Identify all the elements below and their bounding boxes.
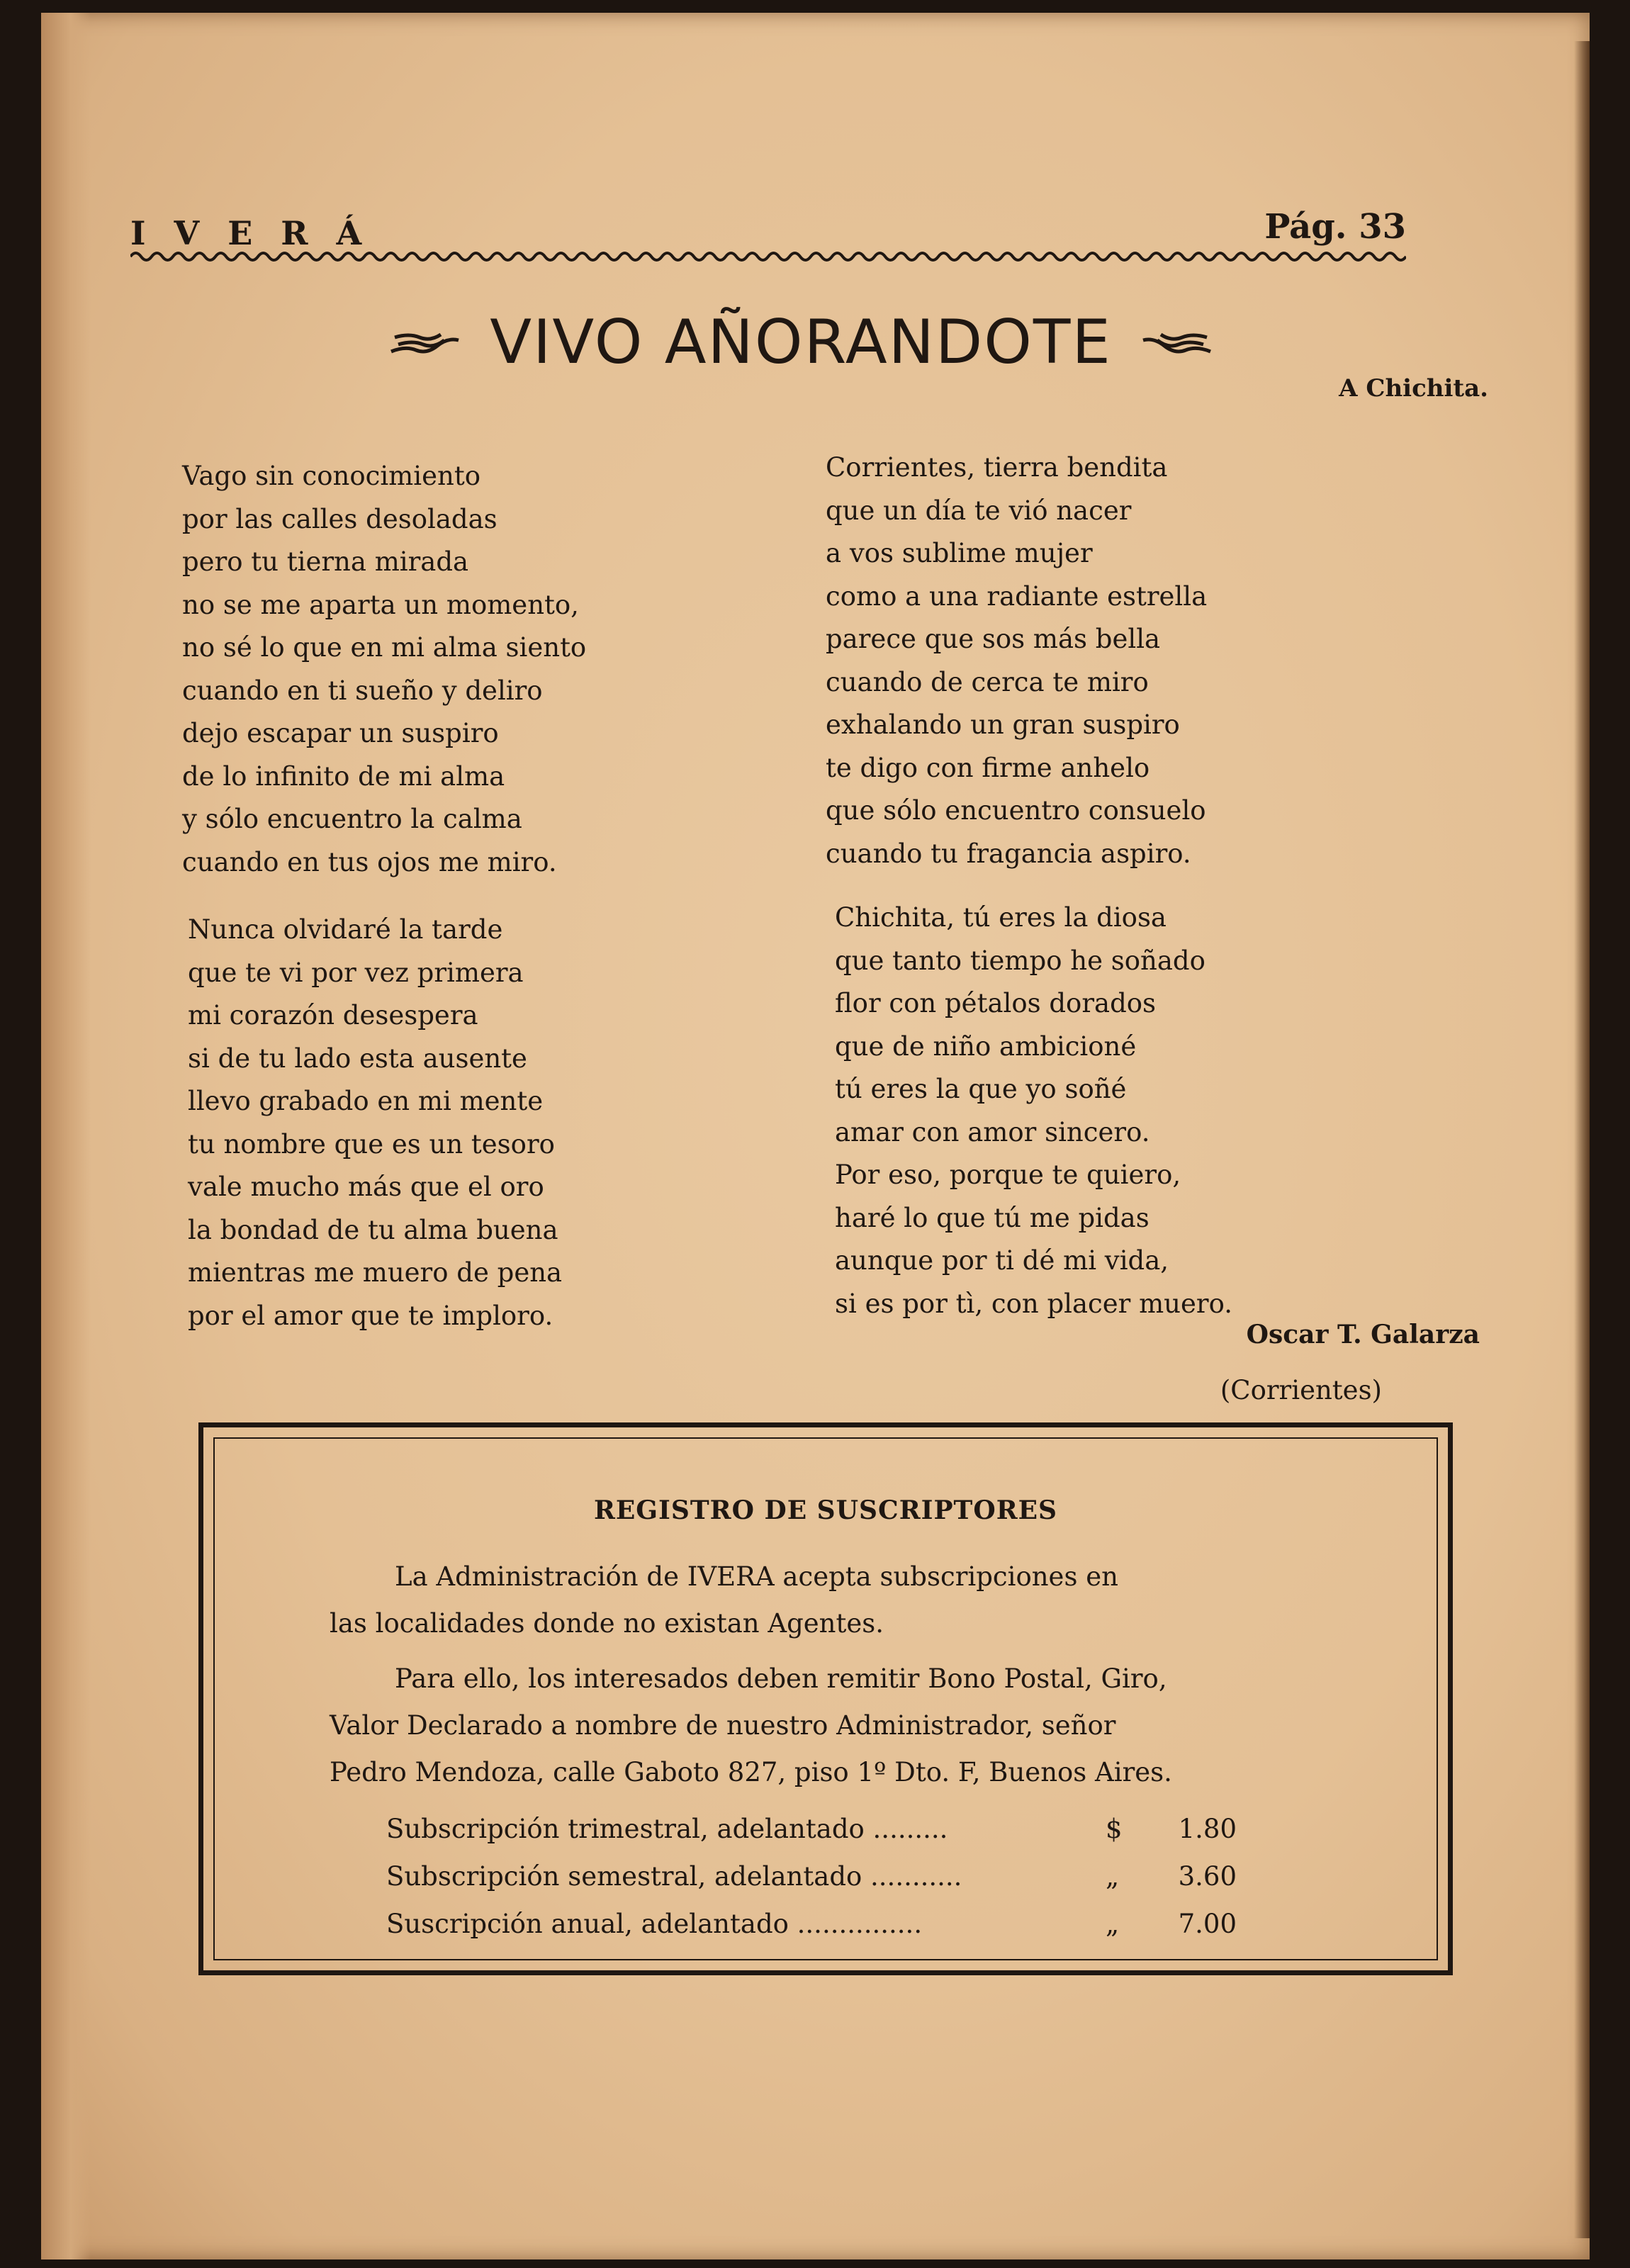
verse-line: tu nombre que es un tesoro bbox=[188, 1128, 555, 1160]
verse-line: Nunca olvidaré la tarde bbox=[188, 914, 503, 945]
verse-line: Por eso, porque te quiero, bbox=[835, 1160, 1181, 1190]
poem-title-row bbox=[312, 303, 1290, 381]
wavy-rule bbox=[130, 249, 1406, 264]
price-value: 3.60 bbox=[1178, 1861, 1237, 1892]
price-value: 1.80 bbox=[1178, 1814, 1237, 1844]
verse-line: y sólo encuentro la calma bbox=[182, 804, 522, 834]
price-label: Subscripción semestral, adelantado ........... bbox=[386, 1861, 962, 1892]
verse-line: si es por tì, con placer muero. bbox=[835, 1288, 1232, 1319]
verse-line: cuando de cerca te miro bbox=[826, 666, 1149, 697]
poem-origin: (Corrientes) bbox=[1220, 1375, 1382, 1405]
subscription-box-title: REGISTRO DE SUSCRIPTORES bbox=[593, 1495, 1058, 1525]
verse-line: parece que sos más bella bbox=[826, 624, 1161, 654]
subscription-paragraph-2-line-2: Valor Declarado a nombre de nuestro Administrador, señor bbox=[330, 1710, 1116, 1741]
verse-line: cuando tu fragancia aspiro. bbox=[826, 838, 1191, 869]
verse-line: no sé lo que en mi alma siento bbox=[182, 632, 587, 663]
verse-line: si de tu lado esta ausente bbox=[188, 1043, 527, 1074]
page-edge-shadow bbox=[1574, 41, 1590, 2238]
verse-line: que tanto tiempo he soñado bbox=[835, 945, 1205, 976]
ditto-mark: „ bbox=[1106, 1909, 1120, 1939]
verse-line: que un día te vió nacer bbox=[826, 495, 1132, 526]
verse-line: por las calles desoladas bbox=[182, 503, 498, 534]
verse-line: Chichita, tú eres la diosa bbox=[835, 902, 1167, 933]
verse-line: dejo escapar un suspiro bbox=[182, 718, 499, 748]
verse-line: Corrientes, tierra bendita bbox=[826, 452, 1168, 483]
verse-line: aunque por ti dé mi vida, bbox=[835, 1245, 1169, 1276]
poem-author: Oscar T. Galarza bbox=[1246, 1320, 1480, 1349]
verse-line: pero tu tierna mirada bbox=[182, 546, 469, 577]
verse-line: que te vi por vez primera bbox=[188, 957, 524, 988]
verse-line: la bondad de tu alma buena bbox=[188, 1214, 558, 1245]
subscription-paragraph-1-line-1: La Administración de IVERA acepta subscripciones en bbox=[395, 1561, 1118, 1592]
poem-dedication: A Chichita. bbox=[1339, 374, 1488, 403]
verse-line: mientras me muero de pena bbox=[188, 1257, 563, 1288]
verse-line: Vago sin conocimiento bbox=[182, 461, 480, 491]
price-row-annual bbox=[386, 1909, 1237, 1951]
right-ornament-icon bbox=[1136, 325, 1214, 360]
verse-line: que sólo encuentro consuelo bbox=[826, 795, 1206, 826]
price-value: 7.00 bbox=[1178, 1909, 1237, 1939]
verse-line: no se me aparta un momento, bbox=[182, 589, 579, 620]
verse-line: cuando en ti sueño y deliro bbox=[182, 675, 543, 706]
subscription-box bbox=[198, 1422, 1453, 1975]
verse-line: vale mucho más que el oro bbox=[188, 1172, 544, 1202]
verse-line: tú eres la que yo soñé bbox=[835, 1074, 1127, 1104]
verse-line: exhalando un gran suspiro bbox=[826, 709, 1180, 740]
price-row-quarterly bbox=[386, 1814, 1237, 1856]
left-ornament-icon bbox=[388, 325, 466, 360]
verse-line: haré lo que tú me pidas bbox=[835, 1202, 1150, 1233]
stanza-right-1 bbox=[826, 447, 1207, 875]
price-label: Subscripción trimestral, adelantado ......... bbox=[386, 1814, 948, 1844]
currency-symbol: $ bbox=[1106, 1814, 1123, 1844]
verse-line: de lo infinito de mi alma bbox=[182, 760, 505, 792]
poem-title: VIVO AÑORANDOTE bbox=[490, 307, 1112, 378]
verse-line: amar con amor sincero. bbox=[835, 1116, 1150, 1147]
verse-line: que de niño ambicioné bbox=[835, 1031, 1137, 1062]
price-label: Suscripción anual, adelantado ............... bbox=[386, 1909, 923, 1939]
masthead bbox=[130, 198, 1406, 255]
subscription-paragraph-2-line-3: Pedro Mendoza, calle Gaboto 827, piso 1º Dto. F, Buenos Aires. bbox=[330, 1757, 1172, 1787]
verse-line: como a una radiante estrella bbox=[826, 580, 1208, 612]
ditto-mark: „ bbox=[1106, 1861, 1120, 1892]
verse-line: por el amor que te imploro. bbox=[188, 1300, 553, 1331]
price-row-semiannual bbox=[386, 1861, 1237, 1904]
verse-line: te digo con firme anhelo bbox=[826, 752, 1150, 783]
journal-name: IVERÁ bbox=[130, 214, 390, 252]
page-binding bbox=[41, 13, 91, 2259]
stanza-left-2 bbox=[188, 909, 562, 1337]
verse-line: flor con pétalos dorados bbox=[835, 988, 1157, 1018]
stanza-left-1 bbox=[182, 455, 586, 884]
page-number: Pág. 33 bbox=[1264, 207, 1406, 247]
verse-line: cuando en tus ojos me miro. bbox=[182, 846, 557, 877]
verse-line: llevo grabado en mi mente bbox=[188, 1086, 544, 1116]
subscription-paragraph-1-line-2: las localidades donde no existan Agentes. bbox=[330, 1608, 884, 1639]
verse-line: a vos sublime mujer bbox=[826, 538, 1093, 568]
stanza-right-2 bbox=[835, 897, 1232, 1325]
verse-line: mi corazón desespera bbox=[188, 1000, 478, 1031]
subscription-paragraph-2-line-1: Para ello, los interesados deben remitir Bono Postal, Giro, bbox=[395, 1663, 1167, 1694]
